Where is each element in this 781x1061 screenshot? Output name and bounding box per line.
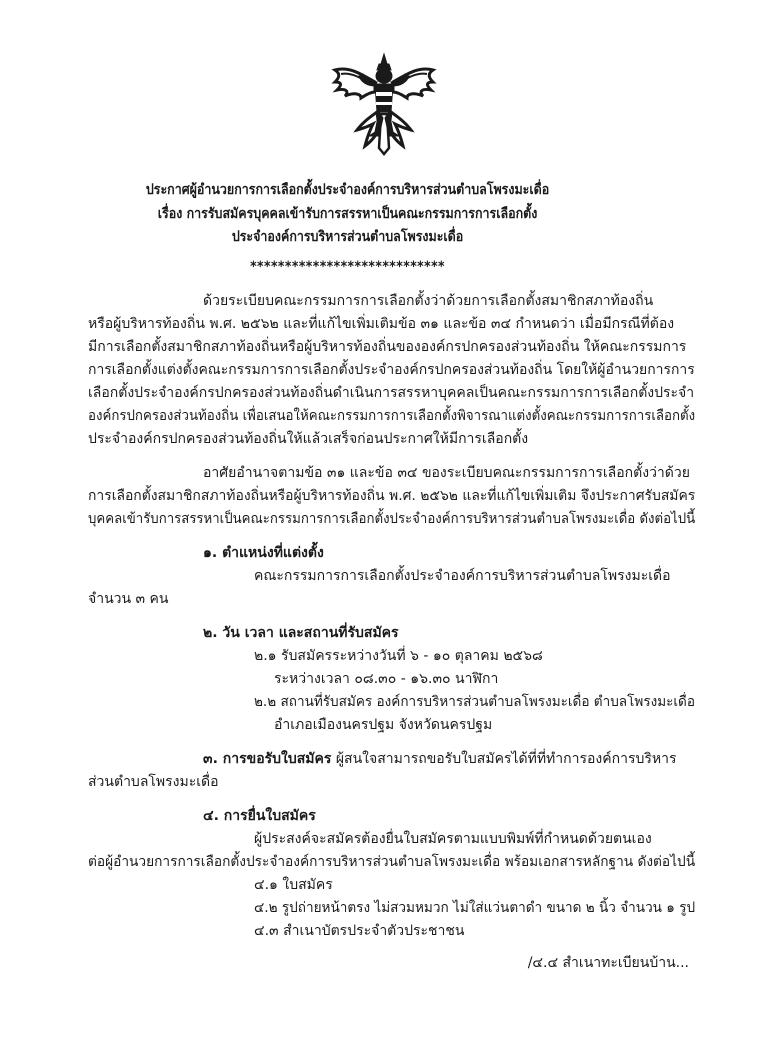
section2-item1-time: ระหว่างเวลา ๐๘.๓๐ - ๑๖.๓๐ นาฬิกา xyxy=(274,671,499,687)
section2-item1: ๒.๑ รับสมัครระหว่างวันที่ ๖ - ๑๐ ตุลาคม ๒๕๖๘ xyxy=(254,648,543,664)
section4-item3: ๔.๓ สำเนาบัตรประจำตัวประชาชน xyxy=(254,923,465,939)
section4-line2: ต่อผู้อำนวยการการเลือกตั้งประจำองค์การบริหารส่วนตำบลโพรงมะเดื่อ พร้อมเอกสารหลักฐาน ดังต่อไปนี้ xyxy=(88,854,696,870)
section3-text: ผู้สนใจสามารถขอรับใบสมัครได้ที่ที่ทำการองค์การบริหาร xyxy=(331,751,677,767)
announcement-subject-line2: ประจำองค์การบริหารส่วนตำบลโพรงมะเดื่อ xyxy=(231,229,464,245)
section4-item2: ๔.๒ รูปถ่ายหน้าตรง ไม่สวมหมวก ไม่ใส่แว่นตาดำ ขนาด ๒ นิ้ว จำนวน ๑ รูป xyxy=(254,900,696,916)
intro-paragraph1-line2: หรือผู้บริหารท้องถิ่น พ.ศ. ๒๕๖๒ และที่แก้ไขเพิ่มเติมข้อ ๓๑ และข้อ ๓๔ กำหนดว่า เมื่อมีกรณีที่ต้อง xyxy=(88,316,675,332)
garuda-emblem xyxy=(331,52,437,156)
continuation-note: /๔.๔ สำเนาทะเบียนบ้าน... xyxy=(527,955,689,971)
intro-paragraph2-line1: อาศัยอำนาจตามข้อ ๓๑ และข้อ ๓๔ ของระเบียบคณะกรรมการการเลือกตั้งว่าด้วย xyxy=(203,465,690,481)
section2-item2-district: อำเภอเมืองนครปฐม จังหวัดนครปฐม xyxy=(274,717,493,733)
section4-heading: ๔. การยื่นใบสมัคร xyxy=(203,808,316,824)
intro-paragraph1-line5: เลือกตั้งประจำองค์กรปกครองส่วนท้องถิ่นดำเนินการสรรหาบุคคลเป็นคณะกรรมการการเลือกตั้งประจำ xyxy=(88,385,695,401)
intro-paragraph1-line7: ประจำองค์กรปกครองส่วนท้องถิ่นให้แล้วเสร็จก่อนประกาศให้มีการเลือกตั้ง xyxy=(88,431,529,447)
intro-paragraph2-line2: การเลือกตั้งสมาชิกสภาท้องถิ่นหรือผู้บริหารท้องถิ่น พ.ศ. ๒๕๖๒ และที่แก้ไขเพิ่มเติม จึงประกาศรับสมัคร xyxy=(88,488,696,504)
section2-heading: ๒. วัน เวลา และสถานที่รับสมัคร xyxy=(203,625,399,641)
section2-item2: ๒.๒ สถานที่รับสมัคร องค์การบริหารส่วนตำบลโพรงมะเดื่อ ตำบลโพรงมะเดื่อ xyxy=(254,694,695,710)
section1-line2: จำนวน ๓ คน xyxy=(88,591,169,607)
announcement-subject: เรื่อง การรับสมัครบุคคลเข้ารับการสรรหาเป็นคณะกรรมการการเลือกตั้ง xyxy=(157,206,538,222)
section4-item1: ๔.๑ ใบสมัคร xyxy=(254,877,333,893)
intro-paragraph1-line4: การเลือกตั้งแต่งตั้งคณะกรรมการการเลือกตั้งประจำองค์กรปกครองส่วนท้องถิ่น โดยให้ผู้อำนวยการการ xyxy=(88,362,695,378)
section3-heading: ๓. การขอรับใบสมัคร xyxy=(203,751,332,767)
separator-stars: **************************** xyxy=(250,259,445,275)
intro-paragraph2-line3: บุคคลเข้ารับการสรรหาเป็นคณะกรรมการการเลือกตั้งประจำองค์การบริหารส่วนตำบลโพรงมะเดื่อ ดังต่อไปนี้ xyxy=(88,511,696,527)
intro-paragraph1-line1: ด้วยระเบียบคณะกรรมการการเลือกตั้งว่าด้วยการเลือกตั้งสมาชิกสภาท้องถิ่น xyxy=(203,293,654,309)
section3-line1 xyxy=(203,749,676,769)
section1-heading: ๑. ตำแหน่งที่แต่งตั้ง xyxy=(203,545,324,561)
section3-line2: ส่วนตำบลโพรงมะเดื่อ xyxy=(88,774,219,790)
intro-paragraph1-line3: มีการเลือกตั้งสมาชิกสภาท้องถิ่นหรือผู้บริหารท้องถิ่นขององค์กรปกครองส่วนท้องถิ่น ให้คณะกรรมการ xyxy=(88,339,687,355)
section4-line1: ผู้ประสงค์จะสมัครต้องยื่นใบสมัครตามแบบพิมพ์ที่กำหนดด้วยตนเอง xyxy=(254,831,652,847)
intro-paragraph1-line6: องค์กรปกครองส่วนท้องถิ่น เพื่อเสนอให้คณะกรรมการการเลือกตั้งพิจารณาแต่งตั้งคณะกรรมการการเลือกตั้ง xyxy=(88,408,696,424)
announcement-title: ประกาศผู้อำนวยการการเลือกตั้งประจำองค์การบริหารส่วนตำบลโพรงมะเดื่อ xyxy=(145,182,550,198)
section1-line1: คณะกรรมการการเลือกตั้งประจำองค์การบริหารส่วนตำบลโพรงมะเดื่อ xyxy=(254,568,671,584)
